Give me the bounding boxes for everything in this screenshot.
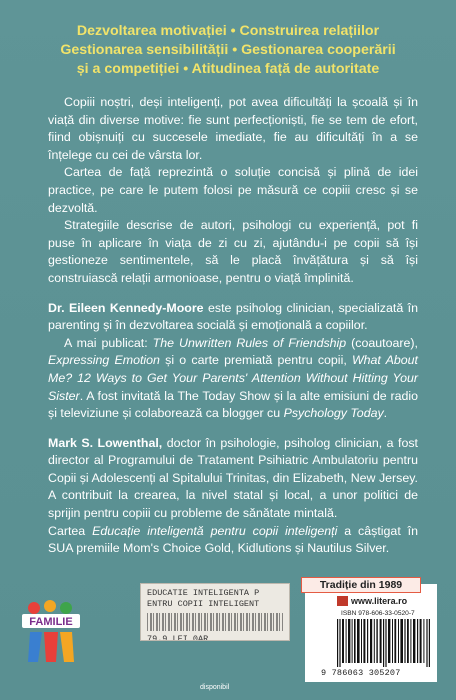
- topic-line-3: și a competiției • Atitudinea față de autoritate: [76, 61, 380, 77]
- author-1-name: Dr. Eileen Kennedy-Moore: [48, 300, 204, 315]
- author-2-name: Mark S. Lowenthal,: [48, 435, 163, 450]
- book-title: Educație inteligentă pentru copii inteligenți: [92, 523, 338, 538]
- isbn-block: [305, 579, 437, 682]
- author-2-bio: Mark S. Lowenthal, doctor în psihologie, psiholog clinician, a fost director al Programului de Tratament Psihiatric Ambulatoriu pentru Copii și Adolescenți al Spitalului Trinitas, din Elizabeth, New Jersey. A contribuit la crearea, la nivel statal și local, a unor politici de sprijin pentru copiii cu probleme de sănătate mintală.: [48, 435, 418, 521]
- author-1-publications: A mai publicat: The Unwritten Rules of Friendship (coautoare), Expressing Emotion și o carte premiată pentru copii, What About Me? 12 Ways to Get Your Parents' Attention Without Hitting Your Sister. A fost invitată la The Today Show și la alte emisiuni de radio și televiziune și colaborează ca blogger cu Psychology Today.: [48, 335, 418, 421]
- topic-line-2: Gestionarea sensibilității • Gestionarea cooperării: [60, 42, 396, 58]
- litera-logo-icon: [337, 596, 348, 606]
- isbn-number: ISBN 978-606-33-0520-7: [341, 610, 415, 617]
- publisher-website: www.litera.ro: [351, 596, 408, 606]
- disponibil-label: disponibil: [200, 684, 230, 691]
- topic-header: [0, 22, 456, 79]
- book-title: Expressing Emotion: [48, 353, 160, 368]
- barcode-icon: [337, 619, 431, 667]
- blurb: [48, 94, 418, 558]
- author-1-bio: Dr. Eileen Kennedy-Moore este psiholog clinician, specializată în parenting și în dezvoltarea socială și emoțională a copiilor.: [48, 300, 418, 333]
- barcode-digits: 9 786063 305207: [321, 668, 401, 678]
- book-title: What About Me? 12 Ways to Get Your Parents' Attention Without Hitting Your Sister: [48, 353, 418, 403]
- familie-logo-label: FAMILIE: [29, 616, 73, 628]
- topic-line-1: Dezvoltarea motivației • Construirea relațiilor: [76, 23, 380, 39]
- price-sticker: EDUCATIE INTELIGENTA P ENTRU COPII INTELIGENT 79.9 LEI 0AR: [140, 583, 290, 641]
- intro-paragraph-2: Cartea de față reprezintă o soluție concisă și plină de idei practice, pe care le putem folosi pe măsură ce copiii cresc și se dezvoltă.: [48, 165, 418, 215]
- familie-logo: [22, 600, 80, 664]
- tradition-badge: Tradiție din 1989: [301, 577, 421, 593]
- magazine-title: Psychology Today: [283, 406, 384, 421]
- intro-paragraph-1: Copiii noștri, deși inteligenți, pot avea dificultăți la școală și în viață din diverse motive: fie sunt perfecționiști, fie se tem de efort, fiind obișnuiți cu succesele imediate, fie au dificultăți în a se înțelege cu cei de vârsta lor.: [48, 95, 418, 162]
- sticker-barcode: [147, 613, 283, 631]
- book-title: The Unwritten Rules of Friendship: [152, 335, 347, 350]
- intro-paragraph-3: Strategiile descrise de autori, psihologi cu experiență, pot fi puse în aplicare în viața de zi cu zi, ajutându-i pe copii să își gestioneze sentimentele, să le placă învățătura și să își construiască relații armonioase, pentru o viață împlinită.: [48, 218, 418, 285]
- awards-paragraph: Cartea Educație inteligentă pentru copii inteligenți a câștigat în SUA premiile Mom's Choice Gold, Kidlutions și Nautilus Silver.: [48, 523, 418, 556]
